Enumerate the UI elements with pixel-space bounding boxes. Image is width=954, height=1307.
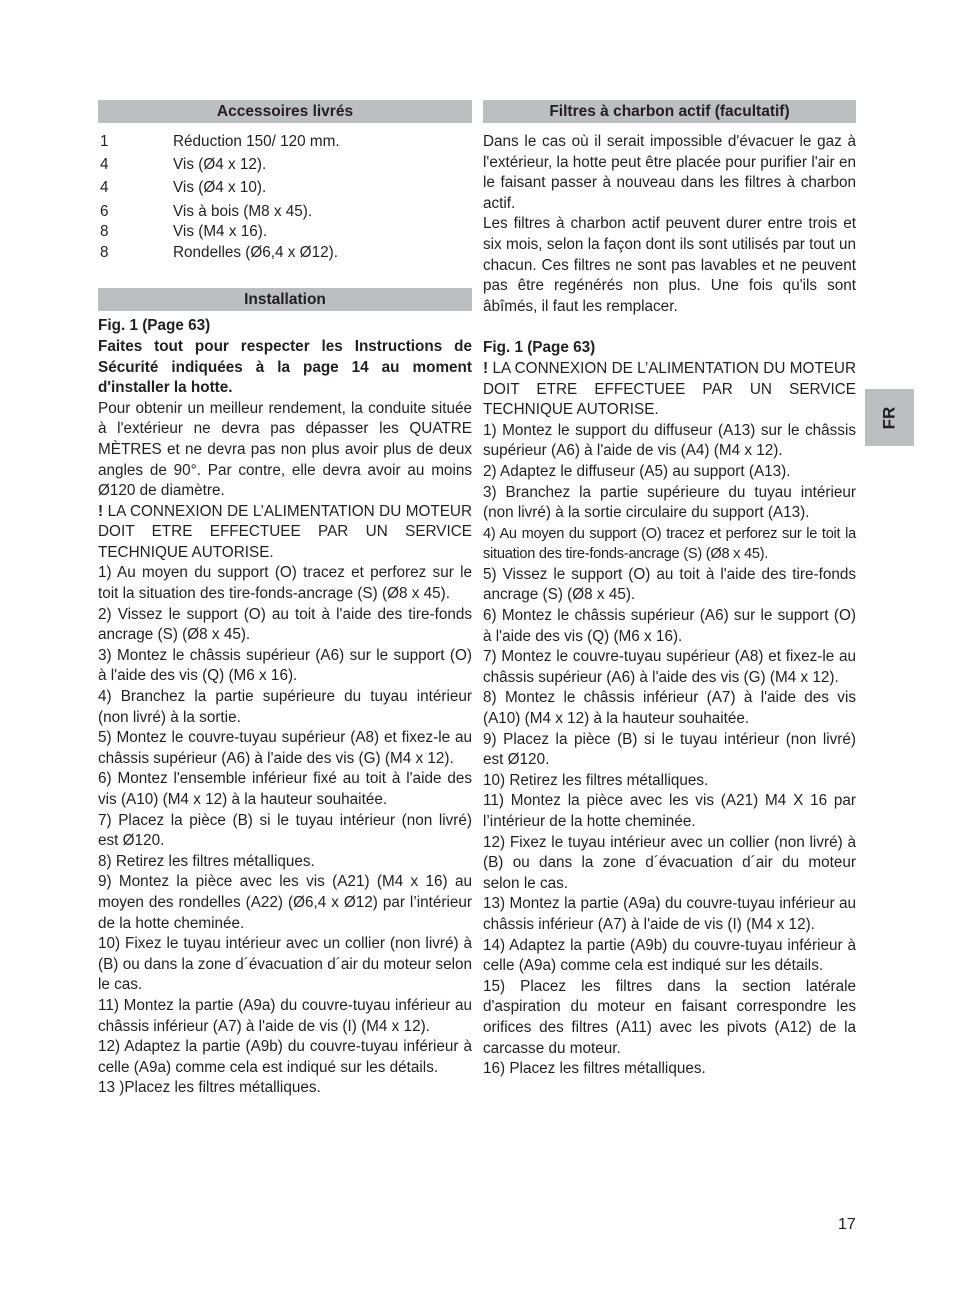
safety-warning: Faites tout pour respecter les Instructions de Sécurité indiquées à la page 14 au moment d'installer la hotte. [98,337,472,397]
list-item [98,202,472,223]
item-quantity: 8 [100,223,109,241]
page-number: 17 [838,1216,856,1233]
filter-step: 1) Montez le support du diffuseur (A13) sur le châssis supérieur (A6) à l'aide de vis (A4) (M4 x 12). [483,421,856,460]
installation-step: 8) Retirez les filtres métalliques. [98,852,315,870]
item-description: Vis à bois (M8 x 45). [173,202,313,220]
installation-step: 5) Montez le couvre-tuyau supérieur (A8) et fixez-le au châssis supérieur (A6) à l'aide des vis (G) (M4 x 12). [98,729,472,767]
installation-step: 10) Fixez le tuyau intérieur avec un collier (non livré) à (B) ou dans la zone d´évacuation d´air du moteur selon le cas. [98,935,472,994]
alert-mark: ! [98,502,104,520]
power-connection-alert [483,359,856,421]
installation-step: 9) Montez la pièce avec les vis (A21) (M4 x 16) au moyen des rondelles (A22) (Ø6,4 x Ø12) par l’intérieur de la hotte cheminée. [98,873,472,932]
accessories-list [98,132,472,263]
filter-step: 15) Placez les filtres dans la section latérale d'aspiration du moteur en faisant correspondre les orifices des filtres (A11) avec les pivots (A12) de la carcasse du moteur. [483,977,856,1057]
installation-heading: Installation [98,288,472,311]
carbon-filters-paragraph: Les filtres à charbon actif peuvent durer entre trois et six mois, selon la façon dont ils sont utilisés par tout un chacun. Ces filtres ne sont pas lavables et ne peuvent pas être regénérés non plus. Une fois qu'ils sont âbîmés, il faut les remplacer. [483,215,856,315]
alert-text: LA CONNEXION DE L’ALIMENTATION DU MOTEUR DOIT ETRE EFFECTUEE PAR UN SERVICE TECHNIQUE AUTORISE. [483,359,856,419]
item-quantity: 1 [100,133,109,150]
carbon-filters-heading: Filtres à charbon actif (facultatif) [483,100,856,123]
power-connection-alert [98,502,472,564]
filter-step: 12) Fixez le tuyau intérieur avec un collier (non livré) à (B) ou dans la zone d´évacuation d´air du moteur selon le cas. [483,833,856,892]
installation-step: 1) Au moyen du support (O) tracez et perforez sur le toit la situation des tire-fonds-ancrage (S) (Ø8 x 45). [98,564,472,603]
filter-step: 14) Adaptez la partie (A9b) du couvre-tuyau inférieur à celle (A9a) comme cela est indiqué sur les détails. [483,936,856,975]
installation-step: 11) Montez la partie (A9a) du couvre-tuyau inférieur au châssis inférieur (A7) à l'aide de vis (I) (M4 x 12). [98,996,472,1035]
right-column [483,100,856,1080]
list-item [98,155,472,176]
figure-reference: Fig. 1 (Page 63) [483,339,596,357]
installation-step: 13 )Placez les filtres métalliques. [98,1079,321,1097]
installation-step: 3) Montez le châssis supérieur (A6) sur le support (O) à l'aide des vis (Q) (M6 x 16). [98,646,472,685]
alert-text: LA CONNEXION DE L’ALIMENTATION DU MOTEUR DOIT ETRE EFFECTUEE PAR UN SERVICE TECHNIQUE AUTORISE. [98,502,473,561]
alert-mark: ! [483,359,489,377]
installation-step: 12) Adaptez la partie (A9b) du couvre-tuyau inférieur à celle (A9a) comme cela est indiqué sur les détails. [98,1038,472,1076]
filter-step: 9) Placez la pièce (B) si le tuyau intérieur (non livré) est Ø120. [483,730,856,769]
item-quantity: 4 [100,179,109,197]
filter-step: 5) Vissez le support (O) au toit à l'aide des tire-fonds ancrage (S) (Ø8 x 45). [483,565,856,604]
language-tab [865,389,914,446]
item-quantity: 8 [100,243,109,261]
filter-step: 13) Montez la partie (A9a) du couvre-tuyau inférieur au châssis inférieur (A7) à l'aide de vis (I) (M4 x 12). [483,895,856,933]
filter-step: 11) Montez la pièce avec les vis (A21) M4 X 16 par l’intérieur de la hotte cheminée. [483,792,856,830]
filter-step: 3) Branchez la partie supérieure du tuyau intérieur (non livré) à la sortie circulaire du support (A13). [483,483,856,522]
figure-reference: Fig. 1 (Page 63) [98,317,211,335]
installation-step: 6) Montez l'ensemble inférieur fixé au toit à l'aide des vis (A10) (M4 x 12) à la hauteur souhaitée. [98,770,472,808]
filter-step: 2) Adaptez le diffuseur (A5) au support (A13). [483,462,791,480]
carbon-filters-paragraph: Dans le cas où il serait impossible d'évacuer le gaz à l'extérieur, la hotte peut être placée pour purifier l'air en le faisant passer à nouveau dans les filtres à charbon actif. [483,133,856,212]
filter-step: 6) Montez le châssis supérieur (A6) sur le support (O) à l'aide des vis (Q) (M6 x 16). [483,607,856,645]
list-item [98,132,472,153]
filter-step: 16) Placez les filtres métalliques. [483,1060,706,1078]
list-item [98,243,472,264]
item-description: Réduction 150/ 120 mm. [173,133,340,150]
item-description: Vis (Ø4 x 10). [173,179,267,197]
item-description: Rondelles (Ø6,4 x Ø12). [173,243,338,261]
item-description: Vis (M4 x 16). [173,223,268,241]
item-quantity: 4 [100,156,109,174]
filter-step: 8) Montez le châssis inférieur (A7) à l'aide des vis (A10) (M4 x 12) à la hauteur souhaitée. [483,689,856,728]
list-item [98,178,472,199]
installation-step: 7) Placez la pièce (B) si le tuyau intérieur (non livré) est Ø120. [98,811,472,850]
filter-step: 7) Montez le couvre-tuyau supérieur (A8) et fixez-le au châssis supérieur (A6) à l'aide des vis (G) (M4 x 12). [483,648,856,686]
filter-step: 4) Au moyen du support (O) tracez et perforez sur le toit la situation des tire-fonds-ancrage (S) (Ø8 x 45). [483,525,856,563]
language-code: FR [879,406,899,429]
accessories-heading: Accessoires livrés [98,100,472,123]
installation-step: 2) Vissez le support (O) au toit à l'aide des tire-fonds ancrage (S) (Ø8 x 45). [98,605,472,644]
left-column [98,100,472,1099]
filter-step: 10) Retirez les filtres métalliques. [483,771,709,789]
list-item [98,222,472,243]
item-description: Vis (Ø4 x 12). [173,156,267,174]
installation-step: 4) Branchez la partie supérieure du tuyau intérieur (non livré) à la sortie. [98,688,472,726]
installation-intro: Pour obtenir un meilleur rendement, la conduite située à l'extérieur ne devra pas dépasser les QUATRE MÈTRES et ne devra pas non plus avoir plus de deux angles de 90°. Par contre, elle devra avoir au moins Ø120 de diamètre. [98,399,472,500]
item-quantity: 6 [100,202,109,220]
